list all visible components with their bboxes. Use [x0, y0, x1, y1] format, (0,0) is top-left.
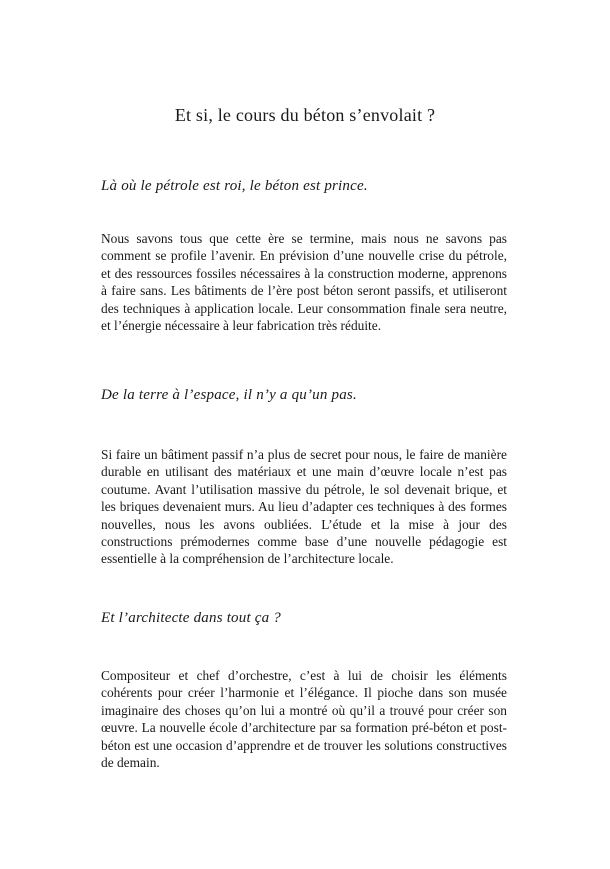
section-paragraph-petrole: Nous savons tous que cette ère se termine, mais nous ne savons pas comment se profile l’avenir. En prévision d’une nouvelle crise du pétrole, et des ressources fossiles nécessaires à la construction moderne, apprenons à faire sans. Les bâtiments de l’ère post béton seront passifs, et utiliseront des techniques à application locale. Leur consommation finale sera neutre, et l’énergie nécessaire à leur fabrication très réduite.	[101, 231, 507, 334]
section-heading-petrole: Là où le pétrole est roi, le béton est prince.	[101, 178, 368, 194]
section-paragraph-architecte: Compositeur et chef d’orchestre, c’est à lui de choisir les éléments cohérents pour créer l’harmonie et l’élégance. Il pioche dans son musée imaginaire des choses qu’on lui a montré où qu’il a trouvé pour créer son œuvre. La nouvelle école d’architecture par sa formation pré-béton et post-béton est une occasion d’apprendre et de trouver les solutions constructives de demain.	[101, 668, 507, 771]
section-paragraph-terre: Si faire un bâtiment passif n’a plus de secret pour nous, le faire de manière durable en utilisant des matériaux et une main d’œuvre locale n’est pas coutume. Avant l’utilisation massive du pétrole, le sol devenait brique, et les briques devenaient murs. Au lieu d’adapter ces techniques à des formes nouvelles, nous les avons oubliées. L’étude et la mise à jour des constructions prémodernes comme base d’une nouvelle pédagogie est essentielle à la compréhension de l’architecture locale.	[101, 447, 507, 567]
section-heading-terre: De la terre à l’espace, il n’y a qu’un pas.	[101, 387, 357, 403]
section-heading-architecte: Et l’architecte dans tout ça ?	[101, 610, 281, 626]
page-title: Et si, le cours du béton s’envolait ?	[174, 105, 436, 125]
